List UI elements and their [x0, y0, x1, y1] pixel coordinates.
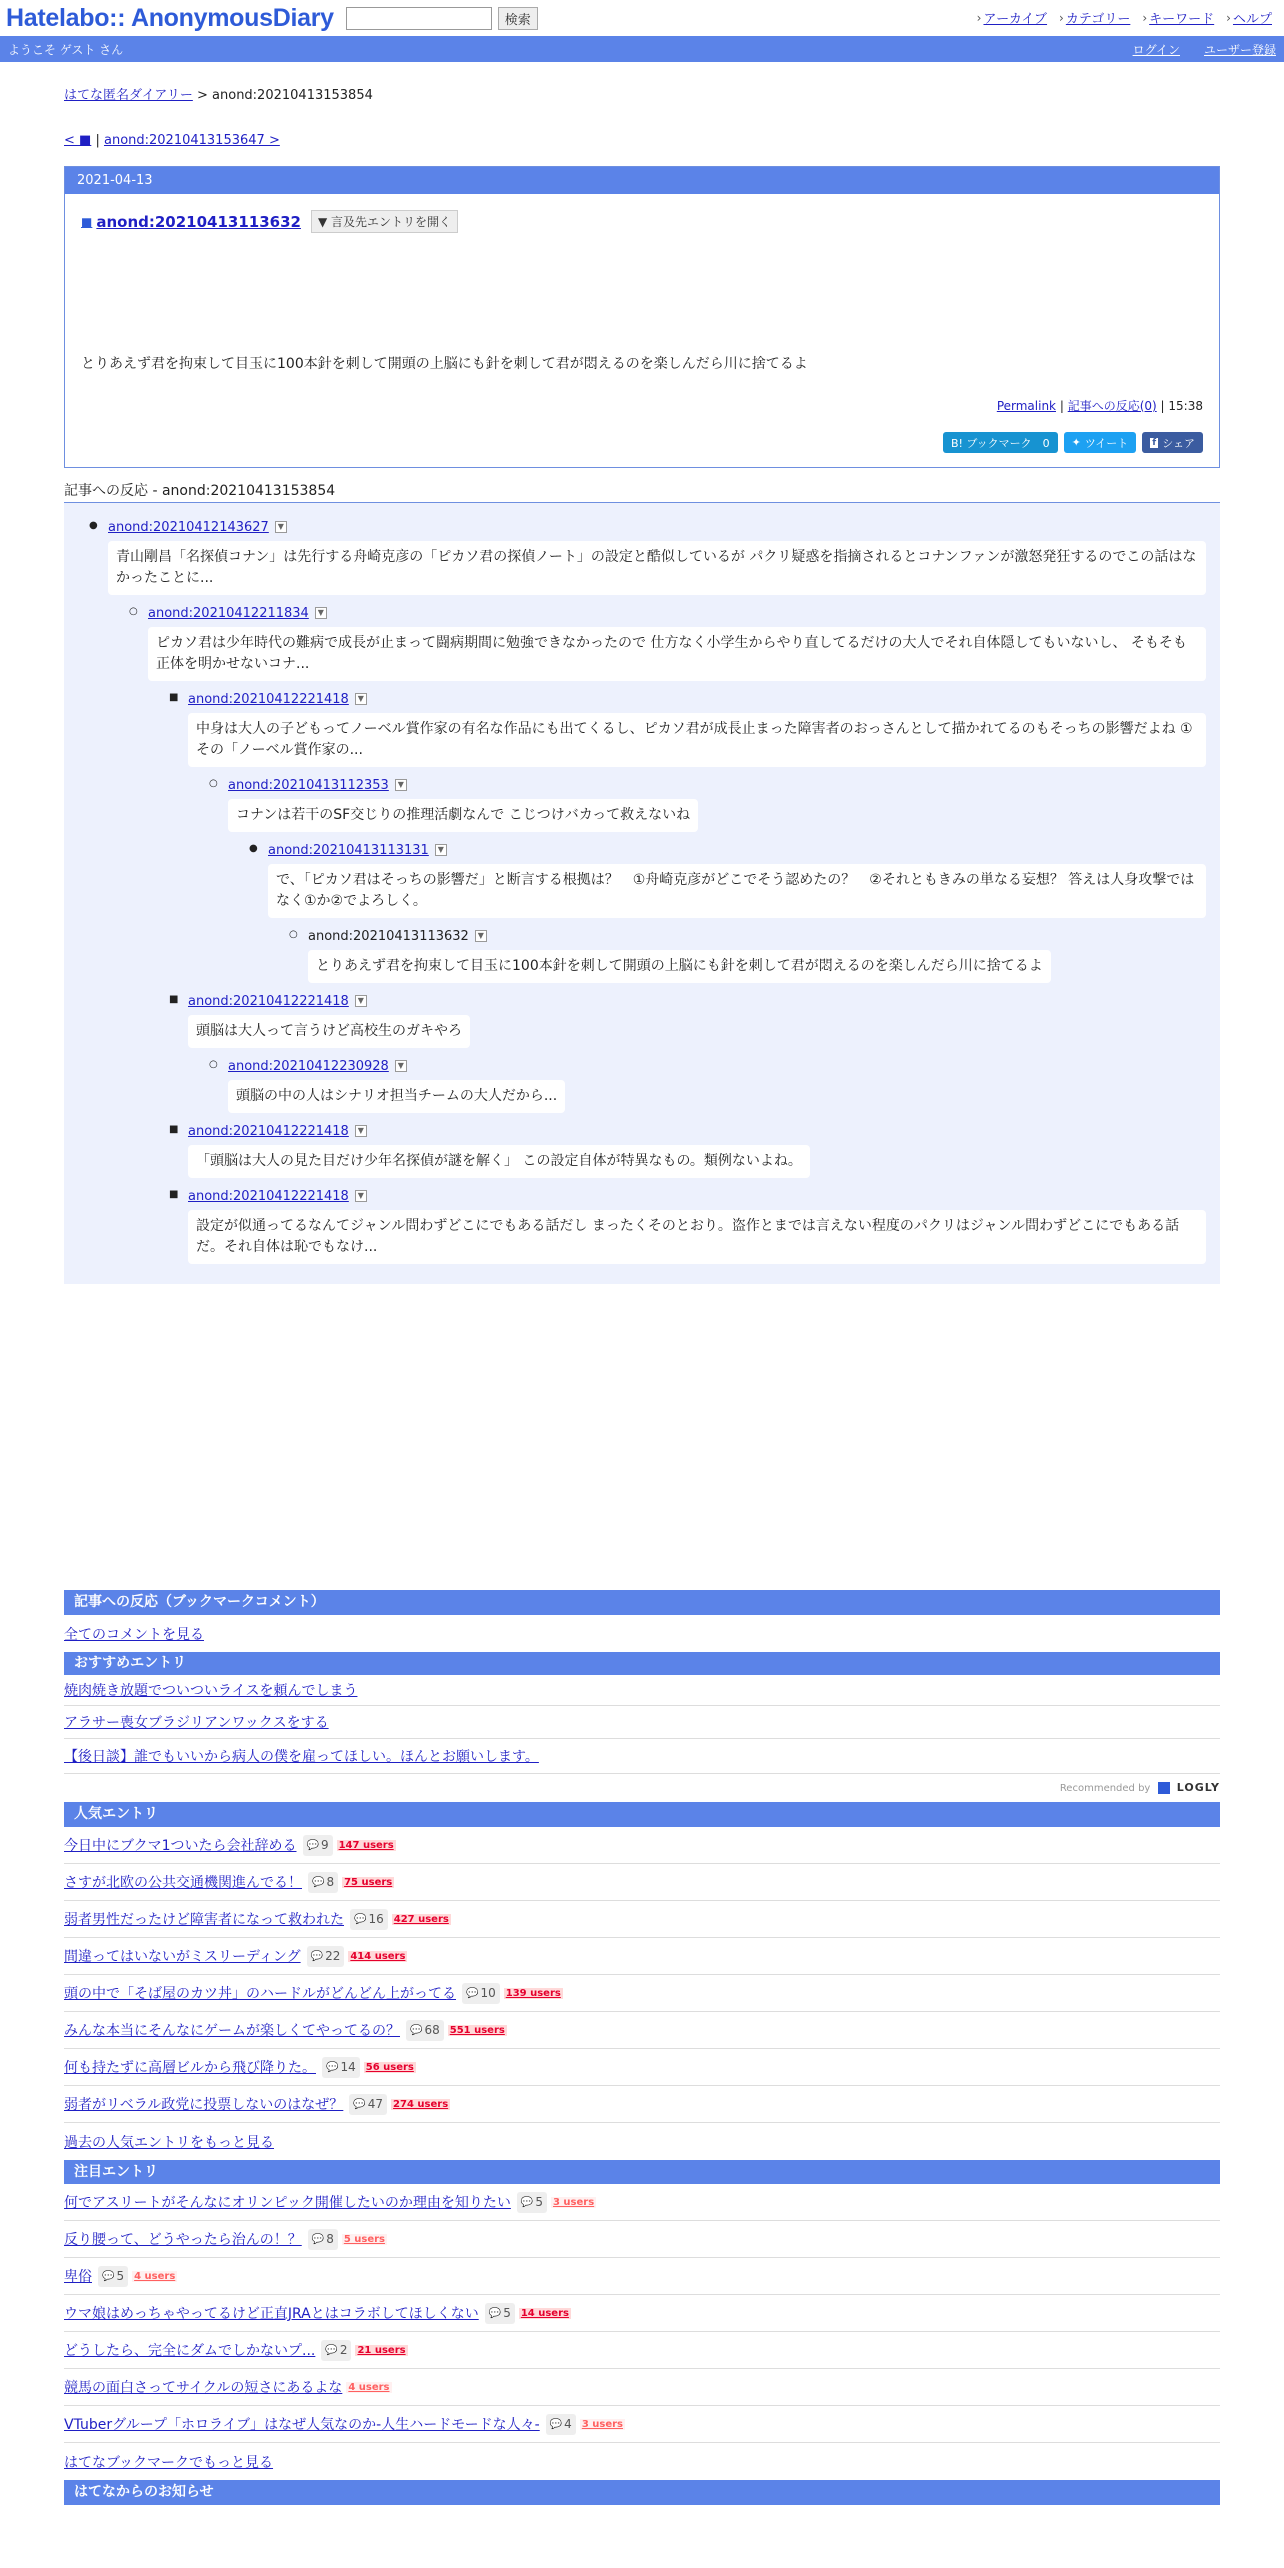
nav-help[interactable] [1226, 8, 1272, 27]
nav-keyword-link[interactable]: キーワード [1149, 12, 1215, 27]
bookmark-users-badge[interactable]: 414 users [350, 1950, 406, 1962]
dropdown-icon[interactable]: ▼ [395, 779, 407, 791]
arrow-icon: › [1226, 10, 1231, 25]
bullet-icon: ● [249, 843, 258, 854]
hot-item [64, 2332, 1220, 2369]
popular-item [64, 2049, 1220, 2086]
comment-icon: 💬 [306, 1839, 319, 1851]
popular-link[interactable]: さすが北欧の公共交通機関進んでる！ [64, 1875, 302, 1891]
comment-icon: 💬 [410, 2024, 423, 2036]
tree-node-quote: 設定が似通ってるなんてジャンル問わずどこにでもある話だし まったくそのとおり。盗作とまでは言えない程度のパクリはジャンル問わずどこにでもある話だ。それ自体は恥でもなけ... [188, 1210, 1206, 1264]
comment-count[interactable] [462, 1983, 500, 2004]
entry-text: とりあえず君を拘束して目玉に100本針を刺して開頭の上脳にも針を刺して君が悶えるのを楽しんだら川に捨てるよ [81, 356, 808, 372]
comment-count-value: 14 [340, 2060, 356, 2074]
comment-count-value: 68 [424, 2023, 440, 2037]
comment-icon: 💬 [326, 2061, 339, 2073]
comment-count[interactable] [546, 2414, 576, 2435]
nav-archive[interactable] [977, 8, 1047, 27]
tree-node-link[interactable]: anond:20210413113131 [268, 842, 429, 858]
tree-node [169, 991, 1208, 1056]
comment-icon: 💬 [520, 2196, 534, 2208]
permalink[interactable]: Permalink [996, 399, 1056, 413]
comment-count-value: 9 [320, 1838, 329, 1852]
bookmark-users-badge[interactable]: 5 users [343, 2233, 386, 2245]
tree-node-link[interactable]: anond:20210412221418 [188, 691, 349, 707]
news-heading: はてなからのお知らせ [64, 2480, 1220, 2505]
comment-count-value: 10 [480, 1986, 496, 2000]
hot-section [64, 2160, 1220, 2480]
login-link[interactable]: ログイン [1132, 42, 1180, 57]
welcome-text: ようこそ ゲスト さん [8, 42, 124, 57]
comment-count[interactable] [406, 2020, 444, 2041]
comment-count[interactable] [98, 2266, 128, 2287]
search-button[interactable]: 検索 [498, 7, 538, 30]
bookmark-users-badge[interactable]: 3 users [581, 2418, 623, 2430]
popular-more-link[interactable]: 過去の人気エントリをもっと見る [64, 2134, 274, 2151]
comment-count[interactable] [307, 1946, 345, 1967]
comment-icon: 💬 [102, 2270, 115, 2282]
dropdown-icon[interactable]: ▼ [355, 1190, 367, 1202]
bookmark-comments-heading: 記事への反応（ブックマークコメント） [64, 1590, 1220, 1615]
bullet-icon: ■ [169, 692, 179, 703]
dropdown-icon[interactable]: ▼ [275, 521, 287, 533]
logly-credit [64, 1774, 1220, 1802]
bullet-icon: ○ [209, 1059, 218, 1070]
pager-separator: | [95, 133, 100, 148]
tree-node [169, 1186, 1208, 1272]
tree-node-quote: で、「ピカソ君はそっちの影響だ」と断言する根拠は？ ①舟崎克彦がどこでそう認めたの？ ②それともきみの単なる妄想？ 答えは人身攻撃ではなく①か②でよろしく。 [268, 864, 1206, 918]
bookmark-users-badge[interactable]: 21 users [357, 2344, 406, 2356]
comment-count-value: 5 [535, 2195, 543, 2209]
dropdown-icon[interactable]: ▼ [395, 1060, 407, 1072]
bookmark-comments-section [64, 1590, 1220, 1652]
popular-link[interactable]: 弱者男性だったけど障害者になって救われた [64, 1912, 344, 1928]
meta-separator: | [1059, 399, 1064, 413]
popular-list [64, 1827, 1220, 2123]
arrow-icon: › [1142, 10, 1148, 25]
entry-body [65, 194, 1219, 467]
hot-item [64, 2258, 1220, 2295]
tree-node-link[interactable]: anond:20210412143627 [108, 519, 269, 535]
popular-item [64, 1975, 1220, 2012]
bullet-icon: ● [89, 520, 98, 531]
entry-date: 2021-04-13 [65, 167, 1219, 194]
facebook-share-button[interactable] [1142, 432, 1203, 453]
comment-icon: 💬 [549, 2418, 563, 2430]
tree-node-quote: 頭脳の中の人はシナリオ担当チームの大人だから... [228, 1080, 565, 1113]
facebook-icon: f [1152, 437, 1157, 448]
comment-count[interactable] [350, 1909, 388, 1930]
popular-heading: 人気エントリ [64, 1802, 1220, 1827]
bullet-icon: ○ [209, 778, 218, 789]
prev-entry-link[interactable]: < ■ [64, 133, 92, 148]
recommended-by-text: Recommended by [1059, 1783, 1151, 1794]
hot-item [64, 2184, 1220, 2221]
logly-icon [1158, 1782, 1170, 1794]
hot-link[interactable]: 何でアスリートがそんなにオリンピック開催したいのか理由を知りたい [64, 2195, 511, 2211]
hot-more-row [64, 2443, 1220, 2480]
hot-link[interactable]: ウマ娘はめっちゃやってるけど正直JRAとはコラボしてほしくない [64, 2306, 479, 2322]
main-content [64, 84, 1220, 2505]
hot-item [64, 2295, 1220, 2332]
register-link[interactable]: ユーザー登録 [1203, 42, 1276, 57]
breadcrumb-separator: > [196, 88, 208, 103]
bookmark-users-badge[interactable]: 139 users [505, 1987, 561, 1999]
open-referenced-entry-button[interactable]: ▼ 言及先エントリを開く [311, 210, 458, 233]
comment-count[interactable] [485, 2303, 515, 2324]
hot-item [64, 2221, 1220, 2258]
hot-item [64, 2406, 1220, 2443]
tree-node-quote: 青山剛昌「名探偵コナン」は先行する舟崎克彦の「ピカソ君の探偵ノート」の設定と酷似しているが パクリ疑惑を指摘されるとコナンファンが激怒発狂するのでこの話はなかったことに... [108, 541, 1206, 595]
search-form [346, 7, 538, 30]
comment-icon: 💬 [325, 2344, 338, 2356]
popular-link[interactable]: 間違ってはいないがミスリーディング [64, 1949, 301, 1965]
bookmark-users-badge[interactable]: 75 users [344, 1876, 393, 1888]
recommended-item [64, 1739, 1220, 1774]
tree-node-current-id: anond:20210413113632 [308, 928, 469, 944]
bookmark-users-badge[interactable]: 147 users [338, 1839, 394, 1851]
tree-node-link[interactable]: anond:20210412211834 [148, 605, 309, 621]
tree-node [209, 775, 1208, 840]
twitter-icon: ✦ [1071, 436, 1081, 449]
entry-marker-icon[interactable]: ■ [81, 214, 93, 229]
tree-node-quote: 中身は大人の子どもってノーベル賞作家の有名な作品にも出てくるし、ピカソ君が成長止まった障害者のおっさんとして描かれてるのもそっちの影響だよね ①その「ノーベル賞作家の... [188, 713, 1206, 767]
comment-count[interactable] [308, 1872, 338, 1893]
next-entry-link[interactable]: anond:20210413153647 > [103, 133, 280, 148]
comment-count[interactable] [308, 2229, 338, 2250]
dropdown-icon[interactable]: ▼ [355, 995, 367, 1007]
tree-node-quote: コナンは若干のSF交じりの推理活劇なんで こじつけバカって救えないね [228, 799, 698, 832]
tree-node-link[interactable]: anond:20210413112353 [228, 777, 389, 793]
hot-heading: 注目エントリ [64, 2160, 1220, 2184]
comment-icon: 💬 [488, 2307, 502, 2319]
recommended-link[interactable]: 【後日談】誰でもいいから病人の僕を雇ってほしい。ほんとお願いします。 [64, 1749, 539, 1765]
popular-section [64, 1802, 1220, 2160]
hatena-bookmark-button[interactable]: B! ブックマーク 0 [943, 432, 1058, 453]
bookmark-users-badge[interactable]: 3 users [552, 2196, 595, 2208]
tree-node-link[interactable]: anond:20210412230928 [228, 1058, 389, 1074]
popular-link[interactable]: 何も持たずに高層ビルから飛び降りた。 [64, 2060, 316, 2076]
breadcrumb-root[interactable]: はてな匿名ダイアリー [64, 88, 193, 103]
comment-count-value: 8 [326, 2232, 334, 2246]
hot-list [64, 2184, 1220, 2443]
nav-category-link[interactable]: カテゴリー [1065, 12, 1131, 27]
comment-count[interactable] [321, 2340, 351, 2361]
tweet-label: ツイート [1084, 436, 1129, 450]
popular-item [64, 1864, 1220, 1901]
popular-more-row [64, 2123, 1220, 2160]
tree-node-quote: 「頭脳は大人の見た目だけ少年名探偵が謎を解く」 この設定自体が特異なもの。類例ないよね。 [188, 1145, 810, 1178]
tree-node [169, 1121, 1208, 1186]
site-logo[interactable]: Hatelabo:: AnonymousDiary [6, 3, 334, 32]
tree-node-label [228, 775, 1208, 795]
bullet-icon: ■ [169, 994, 179, 1005]
nav-category[interactable] [1059, 8, 1130, 27]
top-nav [977, 8, 1272, 27]
popular-item [64, 2086, 1220, 2123]
breadcrumb [64, 84, 1220, 103]
tree-node-link[interactable]: anond:20210412221418 [188, 1188, 349, 1204]
news-section [64, 2480, 1220, 2505]
bookmark-users-badge[interactable]: 427 users [393, 1913, 449, 1925]
dropdown-icon[interactable]: ▼ [355, 1125, 367, 1137]
hot-more-link[interactable]: はてなブックマークでもっと見る [64, 2454, 274, 2471]
breadcrumb-current: anond:20210413153854 [212, 88, 373, 103]
popular-link[interactable]: 今日中にブクマ1ついたら会社辞める [64, 1838, 297, 1854]
comment-count-value: 5 [503, 2306, 511, 2320]
comment-count-value: 8 [326, 1875, 335, 1889]
popular-item [64, 1938, 1220, 1975]
bullet-icon: ○ [289, 929, 298, 940]
entry-meta [81, 397, 1203, 414]
comment-count-value: 2 [339, 2343, 348, 2357]
nav-keyword[interactable] [1142, 8, 1214, 27]
top-bar [0, 0, 1284, 36]
meta-separator: | [1160, 399, 1165, 413]
recommended-link[interactable]: 焼肉焼き放題でついついライスを頼んでしまう [64, 1683, 358, 1699]
hot-link[interactable]: 反り腰って、どうやったら治んの！？ [64, 2232, 302, 2248]
dropdown-icon[interactable]: ▼ [435, 844, 447, 856]
hot-link[interactable]: 卑俗 [64, 2269, 92, 2285]
entry-title[interactable]: anond:20210413113632 [96, 212, 301, 231]
dropdown-icon[interactable]: ▼ [315, 607, 327, 619]
bookmark-users-badge[interactable]: 551 users [449, 2024, 505, 2036]
hot-link[interactable]: VTuberグループ「ホロライブ」はなぜ人気なのか-人生ハードモードな人々- [64, 2417, 540, 2433]
tree-node-label [188, 689, 1208, 709]
comment-count[interactable] [349, 2094, 387, 2115]
recommended-section [64, 1652, 1220, 1802]
reactions-heading: 記事への反応 - anond:20210413153854 [64, 480, 1220, 503]
arrow-icon: › [1059, 10, 1064, 25]
comment-count-value: 5 [116, 2269, 125, 2283]
account-links [1133, 41, 1276, 58]
tree-node-label [308, 926, 1208, 946]
dropdown-icon[interactable]: ▼ [355, 693, 367, 705]
tree-node-current [289, 926, 1208, 991]
recommended-item [64, 1675, 1220, 1706]
comment-icon: 💬 [354, 1913, 367, 1925]
entry-box [64, 166, 1220, 468]
reactions-link[interactable]: 記事への反応(0) [1067, 399, 1157, 413]
comment-count-value: 16 [368, 1912, 384, 1926]
nav-help-link[interactable]: ヘルプ [1232, 12, 1272, 27]
comment-icon: 💬 [353, 2098, 366, 2110]
popular-link[interactable]: 弱者がリベラル政党に投票しないのはなぜ？ [64, 2097, 344, 2113]
popular-item [64, 1827, 1220, 1864]
bookmark-users-badge[interactable]: 56 users [365, 2061, 414, 2073]
tree-node-label [268, 840, 1208, 860]
tree-node [249, 840, 1208, 926]
tree-node-quote: とりあえず君を拘束して目玉に100本針を刺して開頭の上脳にも針を刺して君が悶えるのを楽しんだら川に捨てるよ [308, 950, 1051, 983]
tree-node [129, 603, 1208, 689]
all-comments-link[interactable]: 全てのコメントを見る [64, 1626, 204, 1643]
tree-node-link[interactable]: anond:20210412221418 [188, 1123, 349, 1139]
tree-node-label [108, 517, 1208, 537]
nav-archive-link[interactable]: アーカイブ [983, 12, 1048, 27]
logly-logo[interactable]: LOGLY [1176, 1781, 1220, 1794]
arrow-icon: ⁠› [976, 10, 982, 25]
tree-node-quote: ピカソ君は少年時代の難病で成長が止まって闘病期間に勉強できなかったので 仕方なく小学生からやり直してるだけの大人でそれ自体隠してもいないし、 そもそも正体を明かせないコナ... [148, 627, 1206, 681]
comment-icon: 💬 [310, 1950, 324, 1962]
comment-icon: 💬 [311, 2233, 325, 2245]
welcome-bar [0, 36, 1284, 62]
comment-icon: 💬 [466, 1987, 479, 1999]
tree-node-quote: 頭脳は大人って言うけど高校生のガキやろ [188, 1015, 470, 1048]
recommended-link[interactable]: アラサー喪女ブラジリアンワックスをする [64, 1715, 329, 1731]
bullet-icon: ■ [169, 1189, 179, 1200]
bookmark-users-badge[interactable]: 14 users [520, 2307, 569, 2319]
pager [64, 133, 1220, 148]
share-label: シェア [1162, 436, 1195, 450]
comment-count-value: 4 [564, 2417, 572, 2431]
popular-item [64, 2012, 1220, 2049]
tree-node-label [148, 603, 1208, 623]
comment-count[interactable] [303, 1835, 333, 1856]
bullet-icon: ■ [169, 1124, 179, 1135]
tree-node [209, 1056, 1208, 1121]
hot-item [64, 2369, 1220, 2406]
tweet-button[interactable] [1064, 432, 1137, 453]
tree-node [89, 517, 1208, 603]
tree-node-label [188, 1121, 1208, 1141]
popular-item [64, 1901, 1220, 1938]
entry-time: 15:38 [1168, 399, 1203, 413]
bookmark-users-badge[interactable]: 4 users [348, 2381, 390, 2393]
recommended-heading: おすすめエントリ [64, 1652, 1220, 1675]
recommended-item [64, 1706, 1220, 1739]
all-comments-row [64, 1615, 1220, 1652]
hot-link[interactable]: 競馬の面白さってサイクルの短さにあるよな [64, 2380, 343, 2396]
comment-count[interactable] [322, 2057, 360, 2078]
tree-node [169, 689, 1208, 775]
comment-icon: 💬 [312, 1876, 325, 1888]
tree-node-label [188, 1186, 1208, 1206]
tree-node-label [188, 991, 1208, 1011]
popular-link[interactable]: 頭の中で「そば屋のカツ丼」のハードルがどんどん上がってる [64, 1986, 456, 2002]
tree-node-label [228, 1056, 1208, 1076]
popular-link[interactable]: みんな本当にそんなにゲームが楽しくてやってるの？ [64, 2023, 400, 2039]
tree-node-link[interactable]: anond:20210412221418 [188, 993, 349, 1009]
comment-count-value: 22 [325, 1949, 341, 1963]
bullet-icon: ○ [129, 606, 138, 617]
comment-count-value: 47 [367, 2097, 384, 2111]
bookmark-users-badge[interactable]: 274 users [393, 2098, 449, 2110]
entry-title-row [81, 210, 1203, 233]
bookmark-users-badge[interactable]: 4 users [134, 2270, 176, 2282]
share-buttons [81, 432, 1203, 453]
search-input[interactable] [346, 7, 492, 30]
hot-link[interactable]: どうしたら、完全にダムでしかないプ... [64, 2343, 316, 2359]
comment-count[interactable] [517, 2192, 547, 2213]
dropdown-icon[interactable]: ▼ [475, 930, 487, 942]
reaction-tree [64, 503, 1220, 1284]
